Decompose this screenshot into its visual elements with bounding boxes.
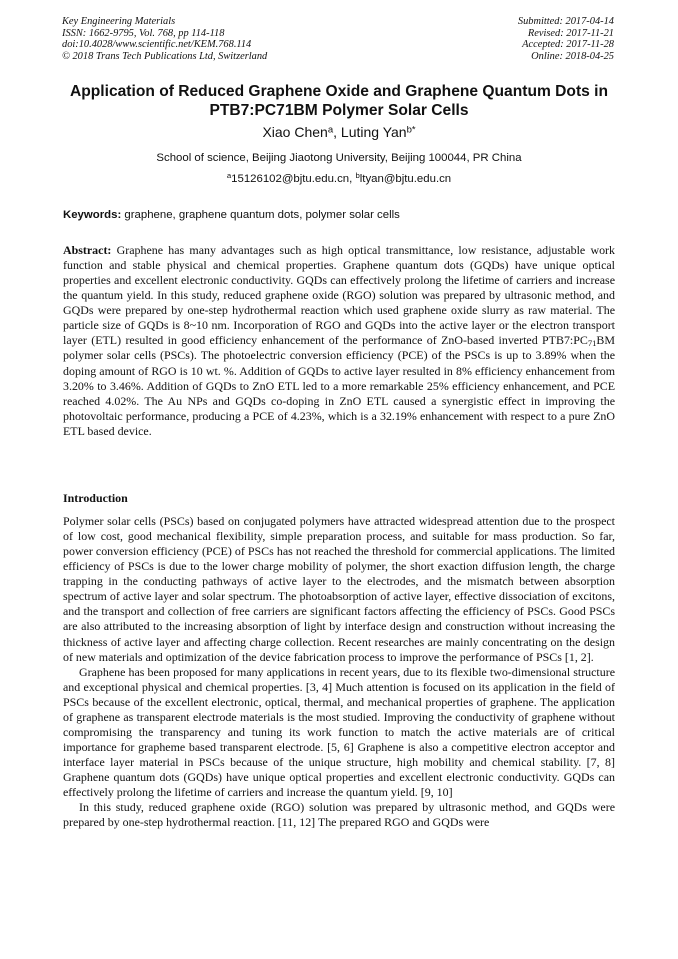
abstract-label: Abstract: bbox=[63, 243, 112, 257]
abstract bbox=[63, 243, 615, 439]
keywords-label: Keywords: bbox=[63, 209, 122, 221]
keywords-text: graphene, graphene quantum dots, polymer solar cells bbox=[121, 209, 400, 221]
section-heading: Introduction bbox=[63, 491, 128, 505]
keywords bbox=[63, 208, 615, 222]
revised-date: Revised: 2017-11-21 bbox=[527, 27, 614, 39]
email-mark: a bbox=[226, 171, 232, 181]
introduction-body bbox=[63, 514, 615, 830]
submitted-date: Submitted: 2017-04-14 bbox=[517, 16, 614, 27]
journal-info bbox=[62, 16, 267, 62]
accepted-date: Accepted: 2017-11-28 bbox=[522, 39, 614, 51]
abstract-text: BM polymer solar cells (PSCs). The photoelectric conversion efficiency (PCE) of the PSCs is up to 3.89% when the doping amount of RGO is 10 wt. %. Addition of GQDs to active layer resulted in 8% efficiency enhancement from 3.20% to 3.46%. Addition of GQDs to ZnO ETL led to a more remarkable 25% efficiency enhancement, and PCE reached 4.02%. The Au NPs and GQDs co-doping in ZnO ETL caused a synergistic effect in improving the photovoltaic performance, producing a PCE of 4.23%, which is a 32.19% enhancement with respect to a pure ZnO ETL based device. bbox=[63, 333, 615, 438]
author-emails bbox=[0, 172, 678, 186]
paper-title bbox=[40, 82, 638, 120]
author-affil-mark: b* bbox=[406, 124, 416, 136]
subscript: 71 bbox=[587, 338, 597, 349]
abstract-text: Graphene has many advantages such as high optical transmittance, low resistance, adjustable work function and stable physical and chemical properties. Graphene quantum dots (GQDs) have unique optical properties and excellent electronic conductivity. GQDs can effectively prolong the lifetime of carriers and increase the quantum yield. In this study, reduced graphene oxide (RGO) solution was prepared by ultrasonic method, and GQDs were prepared by one-step hydrothermal reaction which used graphene oxide slurry as raw material. The particle size of GQDs is 8~10 nm. Incorporation of RGO and GQDs into the active layer or the electron transport layer (ETL) resulted in good efficiency enhancement of the performance of ZnO-based inverted PTB7:PC bbox=[63, 243, 615, 348]
online-date: Online: 2018-04-25 bbox=[531, 50, 614, 62]
journal-name: Key Engineering Materials bbox=[62, 16, 176, 27]
doi-line: doi:10.4028/www.scientific.net/KEM.768.114 bbox=[62, 39, 252, 51]
paragraph: Polymer solar cells (PSCs) based on conjugated polymers have attracted widespread attention due to the prospect of low cost, good mechanical flexibility, simple preparation process, and suitable for mass production. So far, power conversion efficiency (PCE) of PSCs has not reached the threshold for commercial applications. The limited efficiency of PSCs is due to the lower charge mobility of polymer, the short exaction diffusion length, the charge trapping in the conducting pathways of active layer to the electrodes, and the mismatch between absorption spectrum of active layer and solar spectrum. The photoabsorption of active layer, effective dissociation of excitons, and the transport and collection of free carriers are significant factors affecting the efficiency of PSCs. Good PSCs are also attributed to the increasing absorption of light by interface design and construction without increasing the thickness of active layer and affecting charge collection. Recent researches are mainly concentrating on the design of new materials and optimization of the device fabrication process to improve the performance of PSCs [1, 2]. bbox=[63, 514, 615, 664]
title-line-2: PTB7:PC71BM Polymer Solar Cells bbox=[209, 102, 469, 119]
author-affil-mark: a bbox=[327, 124, 334, 136]
affiliation: School of science, Beijing Jiaotong University, Beijing 100044, PR China bbox=[156, 152, 522, 164]
title-line-1: Application of Reduced Graphene Oxide and Graphene Quantum Dots in bbox=[69, 83, 609, 100]
paragraph: In this study, reduced graphene oxide (RGO) solution was prepared by ultrasonic method, and GQDs were prepared by one-step hydrothermal reaction. [11, 12] The prepared RGO and GQDs were bbox=[63, 800, 615, 830]
email-mark: b bbox=[355, 171, 360, 181]
author-separator: , bbox=[333, 124, 341, 140]
email-address: ltyan@bjtu.edu.cn bbox=[359, 173, 452, 185]
issn-line: ISSN: 1662-9795, Vol. 768, pp 114-118 bbox=[62, 27, 225, 39]
author-name: Xiao Chen bbox=[262, 124, 328, 140]
paragraph: Graphene has been proposed for many applications in recent years, due to its flexible two-dimensional structure and exceptional physical and chemical properties. [3, 4] Much attention is focused on its application in the field of PSCs because of the excellent electronic, optical, thermal, and mechanical properties of graphene. The application of graphene as transparent electrode materials is the most studied. Improving the conductivity of graphene without compromising the transparency and tuning its work function to match the active materials are of critical importance for grapheme based transparent electrode. [5, 6] Graphene is also a competitive electron acceptor and interface layer material in PSCs because of the unique structure, high mobility and chemical stability. [7, 8] Graphene quantum dots (GQDs) have unique optical properties and excellent electronic conductivity. GQDs can effectively prolong the lifetime of carriers and increase the quantum yield. [9, 10] bbox=[63, 664, 615, 800]
copyright-line: © 2018 Trans Tech Publications Ltd, Switzerland bbox=[62, 50, 268, 62]
email-address: 15126102@bjtu.edu.cn, bbox=[231, 173, 356, 185]
publication-dates bbox=[518, 16, 614, 62]
author-name: Luting Yan bbox=[340, 124, 407, 140]
author-list bbox=[0, 124, 678, 141]
